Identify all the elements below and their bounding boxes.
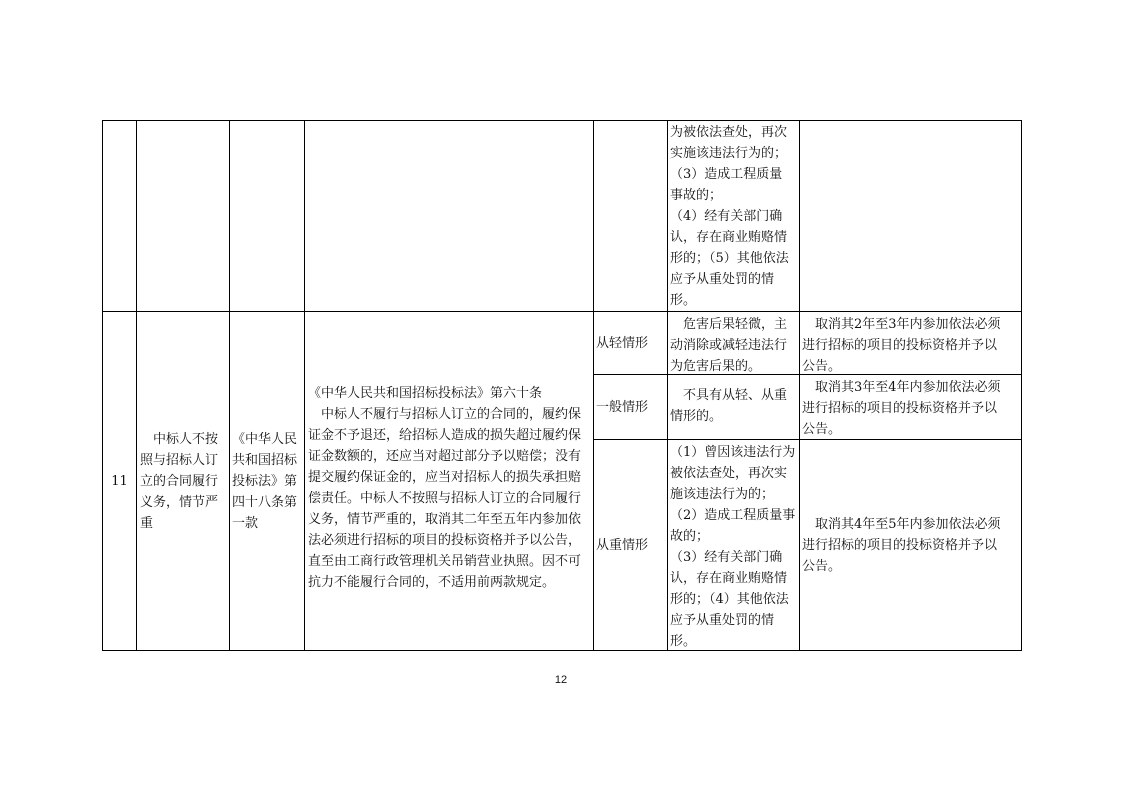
- row-number: 11: [111, 473, 128, 489]
- violation-description: 中标人不按 照与招标人订 立的合同履行 义务，情节严 重: [140, 431, 219, 531]
- level-standard-heavy: （1）曾因该违法行为 被依法查处，再次实 施该违法行为的； （2）造成工程质量事 故的； （3）经有关部门确 认，存在商业贿赂情 形的；（4）其他依法 应予从重处罚的情 形。: [670, 445, 796, 649]
- page-number: 12: [554, 674, 568, 686]
- level-penalty-heavy: 取消其4年至5年内参加依法必须 进行招标的项目的投标资格并予以 公告。: [802, 516, 1001, 574]
- level-penalty-light: 取消其2年至3年内参加依法必须 进行招标的项目的投标资格并予以 公告。: [802, 317, 1001, 374]
- level-standard-general: 不具有从轻、从重 情形的。: [670, 388, 788, 424]
- continuation-standard-cell: 为被依法查处，再次 实施该违法行为的； （3）造成工程质量 事故的； （4）经有关部门确 认，存在商业贿赂情 形的；（5）其他依法 应予从重处罚的情 形。: [670, 125, 789, 308]
- level-name-light: 从轻情形: [596, 335, 649, 351]
- level-standard-light: 危害后果轻微，主 动消除或减轻违法行 为危害后果的。: [670, 317, 788, 374]
- level-name-heavy: 从重情形: [596, 537, 649, 553]
- level-name-general: 一般情形: [596, 399, 649, 415]
- level-penalty-general: 取消其3年至4年内参加依法必须 进行招标的项目的投标资格并予以 公告。: [802, 380, 1001, 437]
- legal-basis-full: 《中华人民共和国招标投标法》第六十条 中标人不履行与招标人订立的合同的，履约保 证金不予退还，给招标人造成的损失超过履约保 证金数额的，还应当对超过部分予以赔偿；没有 提交履约保证金的，应当对招标人的损失承担赔 偿责任。中标人不按照与招标人订立的合同履行 义务，情节严重的，取消其二年至五年内参加依 法必须进行招标的项目的投标资格并予以公告， 直至由工商行政管理机关吊销营业执照。因不可 抗力不能履行合同的，不适用前两款规定。: [308, 386, 582, 590]
- legal-basis-short: 《中华人民 共和国招标 投标法》第 四十八条第 一款: [232, 431, 298, 531]
